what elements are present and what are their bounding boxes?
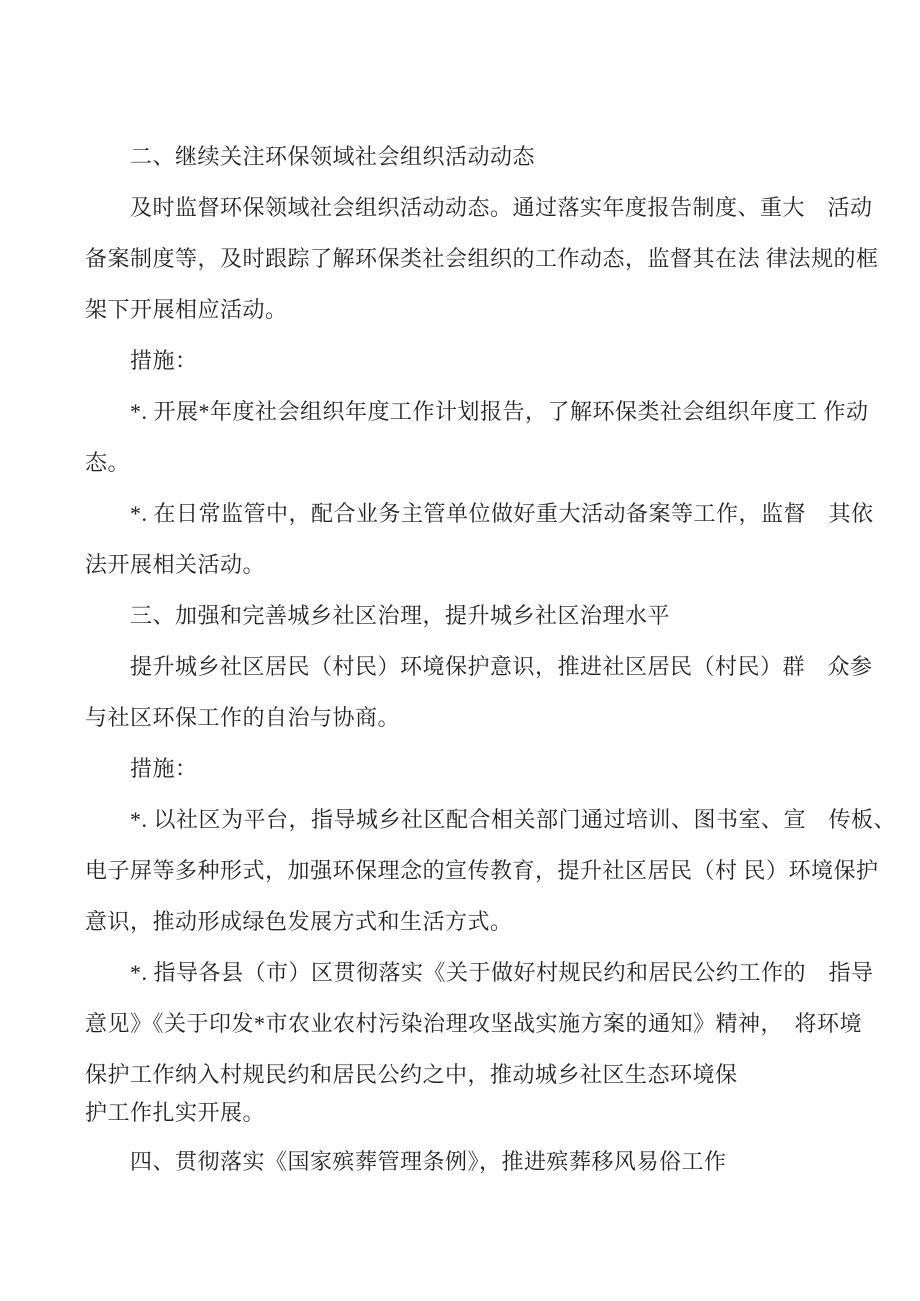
measures-label: 措施：: [130, 756, 198, 781]
measure-item-line: 意识，推动形成绿色发展方式和生活方式。: [85, 909, 513, 934]
section-2-heading: 二、继续关注环保领域社会组织活动动态: [130, 144, 536, 169]
section-4-heading: 四、贯彻落实《国家殡葬管理条例》，推进殡葬移风易俗工作: [130, 1149, 727, 1174]
measure-item-line: *. 在日常监管中，配合业务主管单位做好重大活动备案等工作，监督 其依: [130, 501, 874, 526]
measure-item-line: *. 指导各县（市）区贯彻落实《关于做好村规民约和居民公约工作的 指导: [130, 960, 874, 985]
paragraph-line: 与社区环保工作的自治与协商。: [85, 705, 401, 730]
measure-item-line: 保护工作纳入村规民约和居民公约之中，推动城乡社区生态环境保: [85, 1062, 738, 1087]
measure-item-line: 电子屏等多种形式，加强环保理念的宣传教育，提升社区居民（村 民）环境保护: [85, 858, 879, 883]
measures-label: 措施：: [130, 348, 198, 373]
measure-item-line: 态。: [85, 450, 131, 475]
measure-item-line: *. 开展*年度社会组织年度工作计划报告，了解环保类社会组织年度工 作动: [130, 399, 869, 424]
paragraph-line: 提升城乡社区居民（村民）环境保护意识，推进社区居民（村民）群 众参: [130, 654, 873, 679]
measure-item-line: *. 以社区为平台，指导城乡社区配合相关部门通过培训、图书室、宣 传板、: [130, 807, 897, 832]
measure-item-line: 法开展相关活动。: [85, 552, 266, 577]
section-3-heading: 三、加强和完善城乡社区治理，提升城乡社区治理水平: [130, 603, 671, 628]
paragraph-line: 备案制度等，及时跟踪了解环保类社会组织的工作动态，监督其在法 律法规的框: [85, 246, 879, 271]
measure-item-line: 护工作扎实开展。: [85, 1100, 266, 1125]
measure-item-line: 意见》《关于印发*市农业农村污染治理攻坚战实施方案的通知》精神， 将环境: [85, 1011, 863, 1036]
paragraph-line: 及时监督环保领域社会组织活动动态。通过落实年度报告制度、重大 活动: [130, 195, 873, 220]
paragraph-line: 架下开展相应活动。: [85, 297, 288, 322]
